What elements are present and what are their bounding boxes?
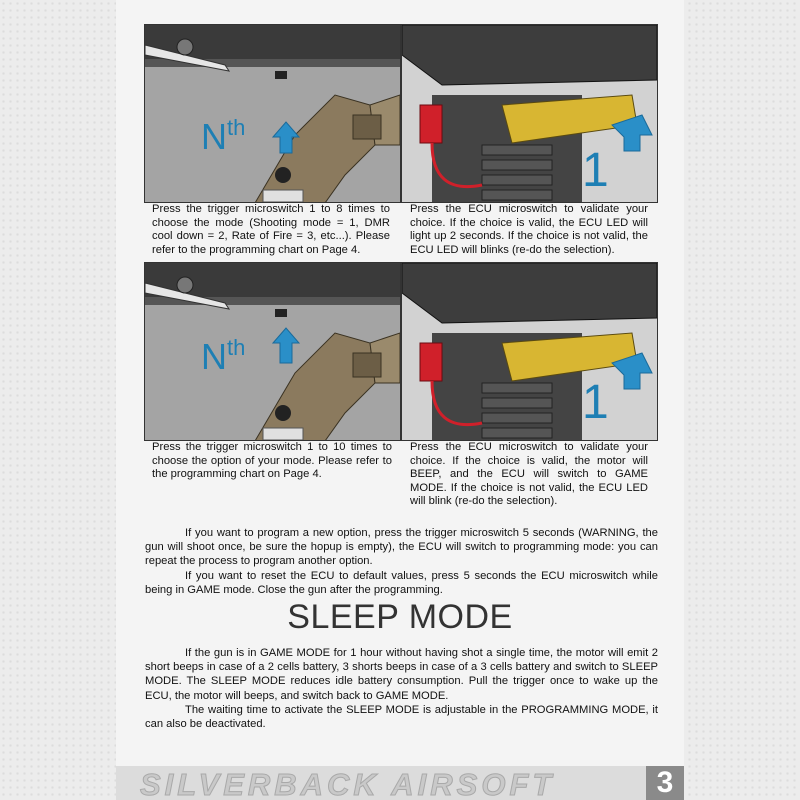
- brand-wordmark: SILVERBACK AIRSOFT: [140, 767, 556, 800]
- trigger-drawing: [145, 263, 400, 440]
- trigger-illustration-2: [144, 262, 401, 441]
- nth-press-label: $N^{th}$: [201, 335, 246, 377]
- program-new-option-paragraph: If you want to program a new option, press the trigger microswitch 5 seconds (WARNING, the gun will shoot once, be sure the hopup is empty), the ECU will switch to programming mode: you can repeat the process to program another option.: [145, 527, 658, 568]
- single-press-label: 1: [582, 376, 609, 429]
- step-1-caption: Press the trigger microswitch 1 to 8 times to choose the mode (Shooting mode = 1, DMR cool down = 2, Rate of Fire = 3, etc...). Please refer to the programming chart on Page 4.: [152, 203, 390, 256]
- sleep-mode-adjust-paragraph: The waiting time to activate the SLEEP MODE is adjustable in the PROGRAMMING MODE, it can also be deactivated.: [145, 704, 658, 731]
- page-footer: [116, 766, 684, 800]
- single-press-label: 1: [582, 144, 609, 197]
- step-3-caption: Press the trigger microswitch 1 to 10 times to choose the option of your mode. Please refer to the programming chart on Page 4.: [152, 441, 392, 481]
- sleep-mode-heading: SLEEP MODE: [287, 598, 513, 636]
- page-number: 3: [646, 766, 684, 800]
- trigger-illustration-1: [144, 24, 401, 203]
- trigger-drawing: [145, 25, 400, 202]
- ecu-illustration-1: [401, 24, 658, 203]
- ecu-drawing: [402, 25, 657, 202]
- ecu-drawing: [402, 263, 657, 440]
- reset-ecu-paragraph: If you want to reset the ECU to default values, press 5 seconds the ECU microswitch while being in GAME mode. Close the gun after the programming.: [145, 570, 658, 597]
- step-4-caption: Press the ECU microswitch to validate your choice. If the choice is valid, the motor will BEEP, and the ECU will switch to GAME MODE. If the choice is not valid, the ECU LED will blink (re-do the selection).: [410, 441, 648, 508]
- ecu-illustration-2: [401, 262, 658, 441]
- step-2-caption: Press the ECU microswitch to validate your choice. If the choice is valid, the ECU LED will light up 2 seconds. If the choice is not valid, the ECU LED will blinks (re-do the selection).: [410, 203, 648, 256]
- sleep-mode-paragraph: If the gun is in GAME MODE for 1 hour without having shot a single time, the motor will emit 2 short beeps in case of a 2 cells battery, 3 shorts beeps in case of a 3 cells battery and switch to SLEEP MODE. The SLEEP MODE reduces idle battery consumption. Pull the trigger once to wake up the ECU, the motor will beeps, and switch back to GAME MODE.: [145, 647, 658, 702]
- nth-press-label: $N^{th}$: [201, 115, 246, 157]
